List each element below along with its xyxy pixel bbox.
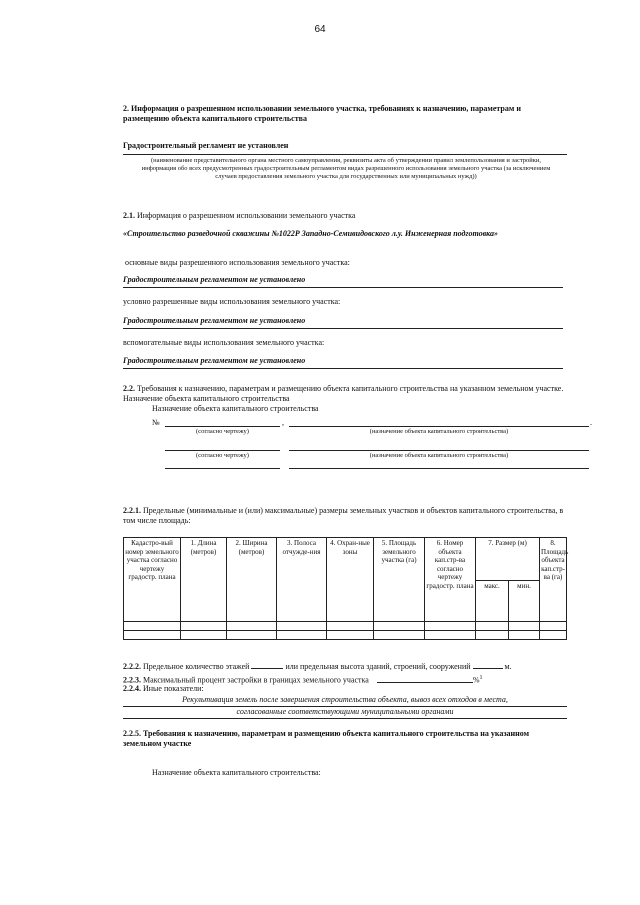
basic-uses-label: основные виды разрешенного использования земельного участка: (125, 258, 350, 267)
header-size-max: макс. (476, 581, 509, 622)
conditional-uses-value: Градостроительным регламентом не установлено (123, 316, 306, 325)
table-cell (181, 631, 227, 640)
footnote-mark: 1 (479, 675, 483, 681)
percent-sign: % (472, 675, 480, 685)
table-cell (277, 622, 327, 631)
recultivation-line-2: согласованные соответствующими муниципальными органами (236, 707, 454, 716)
s2-1-line (123, 211, 355, 221)
s2-2-1-number: 2.2.1. (123, 506, 141, 515)
page-number: 64 (314, 24, 326, 35)
header-plot-area: 5. Площадь земельного участка (га) (374, 538, 425, 622)
s2-1-number: 2.1. (123, 211, 135, 220)
table-cell (476, 622, 509, 631)
organ-line (123, 154, 567, 155)
table-cell (374, 631, 425, 640)
s2-2-1-text: Предельные (минимальные и (или) максимальные) размеры земельных участков и объектов капитального строительства, в том числе площадь: (123, 506, 564, 525)
auxiliary-uses-value: Градостроительным регламентом не установлено (123, 356, 306, 365)
object-name-line-2 (289, 450, 589, 451)
s2-2-2-floors-label: Предельное количество этажей (143, 662, 250, 671)
object-name-line-3 (289, 468, 589, 469)
number-sign: № (152, 418, 160, 427)
s2-2-number: 2.2. (123, 384, 135, 393)
header-protection-zones: 4. Охран-ные зоны (327, 538, 374, 622)
table-cell (327, 622, 374, 631)
s2-2-4-number: 2.2.4. (123, 684, 141, 693)
table-cell (540, 622, 567, 631)
end-dot: . (590, 418, 592, 427)
basic-uses-line (123, 287, 563, 288)
s2-1-text: Информация о разрешенном использовании земельного участка (137, 211, 356, 220)
table-cell (425, 622, 476, 631)
table-cell (540, 631, 567, 640)
s2-2-3-number: 2.2.3. (123, 675, 141, 685)
conditional-uses-line (123, 328, 563, 329)
auxiliary-uses-label: вспомогательные виды использования земельного участка: (123, 338, 325, 347)
s2-2-4-text: Иные показатели: (143, 684, 204, 693)
floors-field[interactable] (251, 668, 283, 669)
per-drawing-caption-1: (согласно чертежу) (196, 428, 249, 435)
s2-2-1-paragraph (123, 506, 567, 526)
s2-2-3-text: Максимальный процент застройки в границах земельного участка (143, 675, 369, 685)
header-object-area: 8. Площадь объекта кап.стр-ва (га) (540, 538, 567, 622)
drawing-number-line-3 (165, 468, 280, 469)
recultivation-rule-2 (123, 718, 567, 719)
per-drawing-caption-2: (согласно чертежу) (196, 452, 249, 459)
header-width: 2. Ширина (метров) (227, 538, 277, 622)
table-cell (509, 622, 540, 631)
table-cell (509, 631, 540, 640)
drawing-number-line-2 (165, 450, 280, 451)
table-cell (124, 622, 181, 631)
s2-2-2-height-label: или предельная высота зданий, строений, сооружений (285, 662, 471, 671)
table-cell (227, 631, 277, 640)
header-size: 7. Размер (м) (476, 538, 540, 581)
header-object-number: 6. Номер объекта кап.стр-ва согласно чертежу градостр. плана (425, 538, 476, 622)
header-exclusion-strip: 3. Полоса отчужде-ния (277, 538, 327, 622)
s2-2-text: Требования к назначению, параметрам и размещению объекта капитального строительства на указанном земельном участке. Назначение объекта капитального строительства (123, 384, 564, 403)
header-size-min: мин. (509, 581, 540, 622)
object-purpose-title: «Строительство разведочной скважины №1022Р Западно-Семивидовского л.у. Инженерная подготовка» (123, 229, 499, 238)
table-cell (124, 631, 181, 640)
grad-reglament-text: Градостроительный регламент не установлен (123, 141, 289, 150)
table-cell (181, 622, 227, 631)
s2-2-5-heading: 2.2.5. Требования к назначению, параметрам и размещению объекта капитального строительства на указанном земельном участке (123, 729, 530, 748)
s2-2-2-unit: м. (504, 662, 512, 671)
size-table (123, 537, 567, 640)
drawing-number-line-1 (165, 426, 280, 427)
s2-2-4-line (123, 684, 204, 694)
s2-2-2-number: 2.2.2. (123, 662, 141, 671)
recultivation-line-1: Рекультивация земель после завершения строительства объекта, вывоз всех отходов в места, (182, 695, 508, 704)
section-2-heading: 2. Информация о разрешенном использовании земельного участка, требованиях к назначению, параметрам и размещению объекта капитального строительства (123, 104, 521, 123)
table-cell (425, 631, 476, 640)
object-purpose-colon: Назначение объекта капитального строительства: (152, 768, 321, 777)
object-name-caption-2: (назначение объекта капитального строительства) (369, 452, 509, 459)
table-cell (476, 631, 509, 640)
organ-caption: (наименование представительного органа местного самоуправления, реквизиты акта об утверждении правил землепользования и застройки, информация обо всех предусмотренных градостроительным регламентом видах разрешенного использования земельного участка (за исключением случаев предоставления земельного участка для государственных или муниципальных нужд)) (141, 157, 551, 180)
header-cadastral: Кадастро-вый номер земельного участка согласно чертежу градостр. плана (124, 538, 181, 622)
s2-2-paragraph (123, 384, 567, 404)
build-percent-field[interactable] (377, 682, 473, 683)
table-cell (374, 622, 425, 631)
object-name-line-1 (289, 426, 589, 427)
table-cell (227, 622, 277, 631)
table-cell (327, 631, 374, 640)
table-cell (277, 631, 327, 640)
conditional-uses-label: условно разрешенные виды использования земельного участка: (123, 297, 341, 306)
comma-sep: , (282, 418, 284, 427)
object-name-caption-1: (назначение объекта капитального строительства) (369, 428, 509, 435)
height-field[interactable] (473, 668, 503, 669)
auxiliary-uses-line (123, 368, 563, 369)
basic-uses-value: Градостроительным регламентом не установлено (123, 275, 306, 284)
object-purpose-label: Назначение объекта капитального строительства (152, 404, 319, 413)
s2-2-2-line (123, 662, 567, 672)
header-length: 1. Длина (метров) (181, 538, 227, 622)
